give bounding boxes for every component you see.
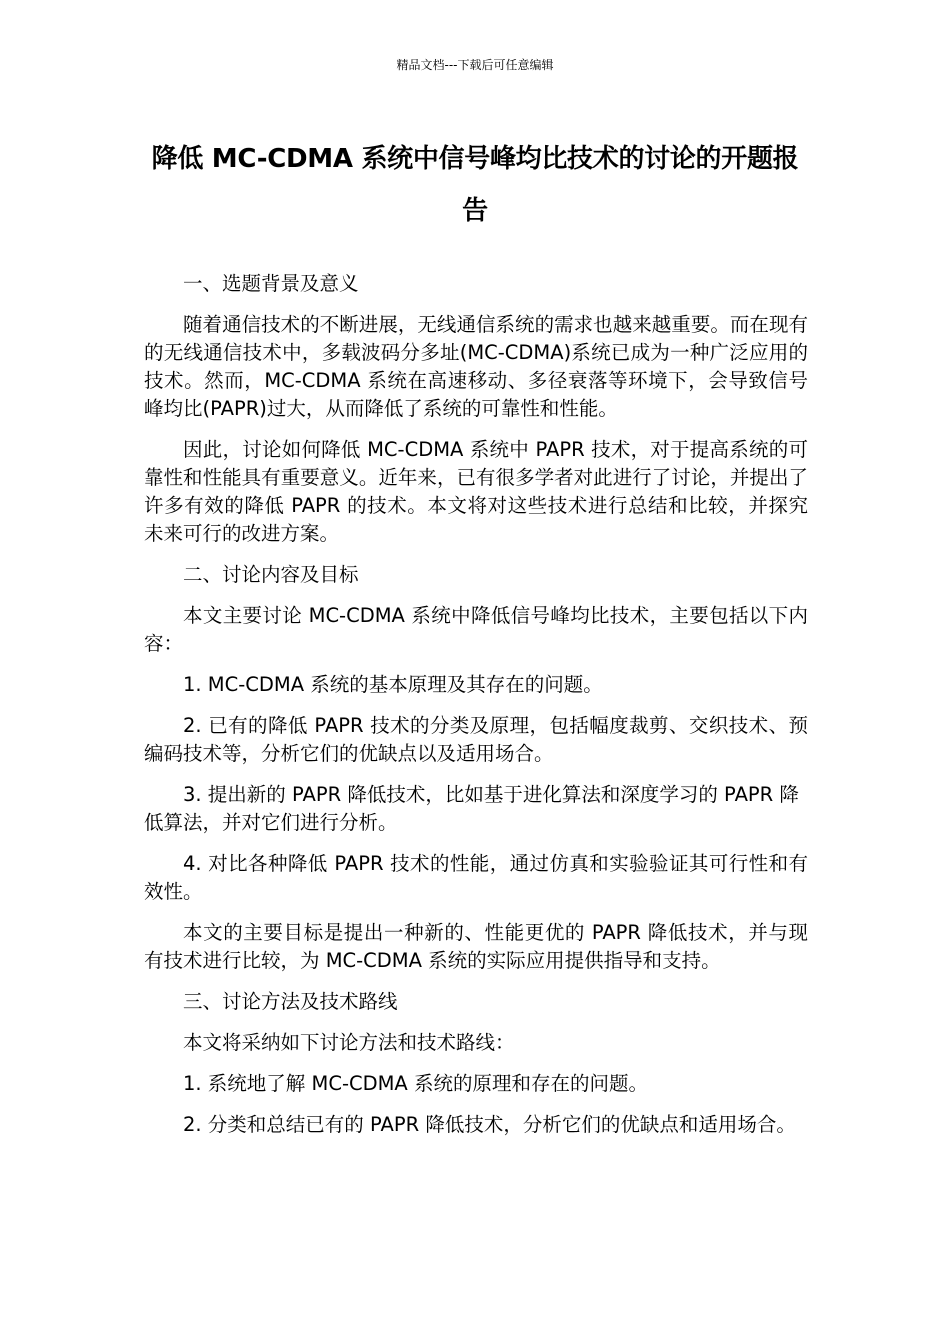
document-body — [144, 270, 808, 1152]
list-item-content-4: 4. 对比各种降低 PAPR 技术的性能，通过仿真和实验验证其可行性和有效性。 — [144, 852, 808, 903]
list-item-method-2: 2. 分类和总结已有的 PAPR 降低技术，分析它们的优缺点和适用场合。 — [183, 1113, 796, 1136]
paragraph-content-intro: 本文主要讨论 MC-CDMA 系统中降低信号峰均比技术，主要包括以下内容： — [144, 604, 808, 655]
section-heading-method: 三、讨论方法及技术路线 — [183, 990, 398, 1013]
paragraph-significance: 因此，讨论如何降低 MC-CDMA 系统中 PAPR 技术，对于提高系统的可靠性和性能具有重要意义。近年来，已有很多学者对此进行了讨论，并提出了许多有效的降低 PAPR 的技术。本文将对这些技术进行总结和比较，并探究未来可行的改进方案。 — [144, 438, 808, 545]
list-item-content-3: 3. 提出新的 PAPR 降低技术，比如基于进化算法和深度学习的 PAPR 降低算法，并对它们进行分析。 — [144, 783, 799, 834]
list-item-method-1: 1. 系统地了解 MC-CDMA 系统的原理和存在的问题。 — [183, 1072, 648, 1095]
section-heading-background: 一、选题背景及意义 — [183, 272, 359, 295]
paragraph-background: 随着通信技术的不断进展，无线通信系统的需求也越来越重要。而在现有的无线通信技术中，多载波码分多址(MC-CDMA)系统已成为一种广泛应用的技术。然而，MC-CDMA 系统在高速移动、多径衰落等环境下，会导致信号峰均比(PAPR)过大，从而降低了系统的可靠性和性能。 — [144, 313, 808, 420]
list-item-content-2: 2. 已有的降低 PAPR 技术的分类及原理，包括幅度裁剪、交织技术、预编码技术等，分析它们的优缺点以及适用场合。 — [144, 714, 808, 765]
paragraph-goal: 本文的主要目标是提出一种新的、性能更优的 PAPR 降低技术，并与现有技术进行比较，为 MC-CDMA 系统的实际应用提供指导和支持。 — [144, 921, 808, 972]
section-heading-content: 二、讨论内容及目标 — [183, 563, 359, 586]
document-title: 降低 MC-CDMA 系统中信号峰均比技术的讨论的开题报告 — [151, 144, 799, 226]
paragraph-method-intro: 本文将采纳如下讨论方法和技术路线： — [183, 1031, 515, 1054]
list-item-content-1: 1. MC-CDMA 系统的基本原理及其存在的问题。 — [183, 673, 603, 696]
page-header: 精品文档---下载后可任意编辑 — [396, 58, 554, 72]
